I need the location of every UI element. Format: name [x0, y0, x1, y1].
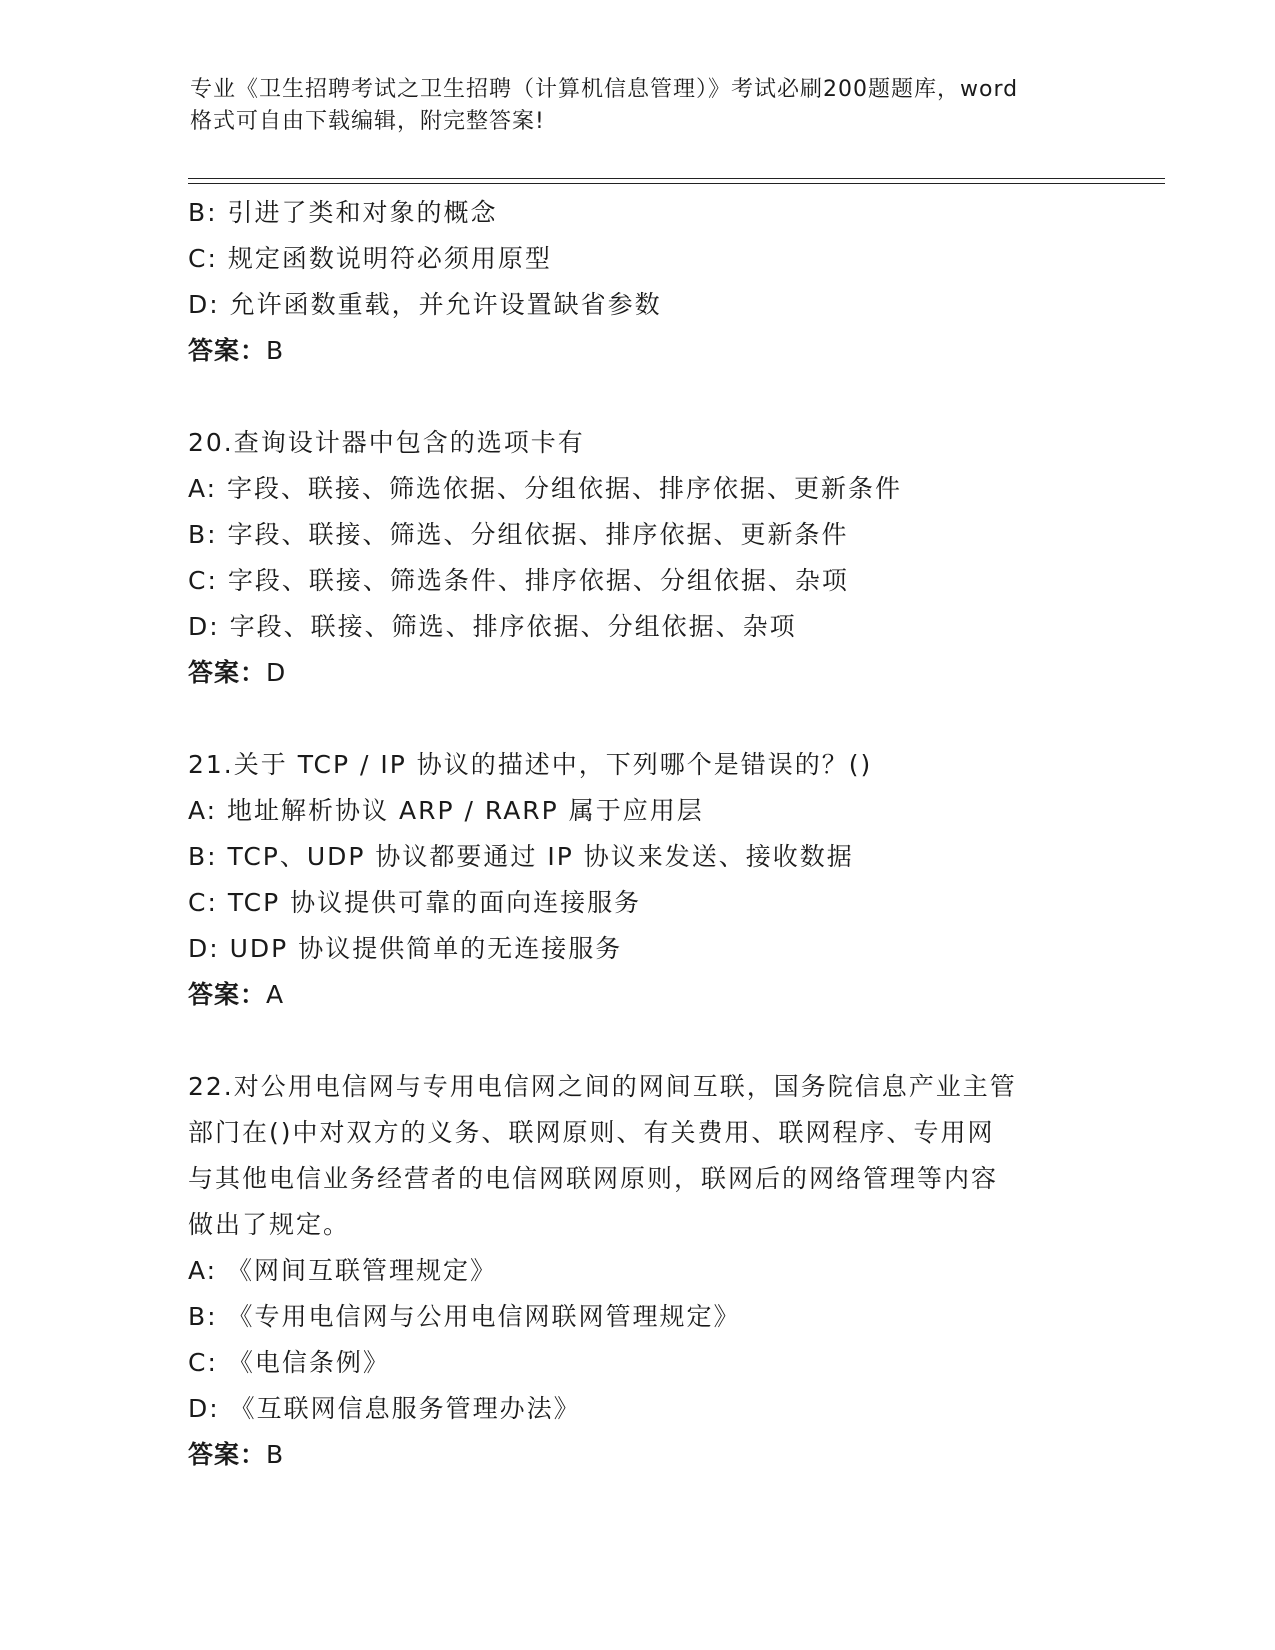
question-19-tail: [188, 190, 1088, 374]
question-list: [188, 190, 1088, 1478]
q22-answer-value: B: [266, 1440, 285, 1469]
q22-option-b: B: 《专用电信网与公用电信网联网管理规定》: [188, 1302, 741, 1331]
q19-answer: [188, 328, 1088, 374]
question-22: [188, 1064, 1088, 1478]
q22-option-c: C: 《电信条例》: [188, 1348, 390, 1377]
q22-stem-line-1: 22.对公用电信网与专用电信网之间的网间互联，国务院信息产业主管: [188, 1072, 1017, 1101]
q22-option-a: A: 《网间互联管理规定》: [188, 1256, 498, 1285]
q19-option-d: D: 允许函数重载，并允许设置缺省参数: [188, 290, 662, 319]
q20-option-a: A: 字段、联接、筛选依据、分组依据、排序依据、更新条件: [188, 474, 903, 503]
q21-answer-label: 答案：: [188, 980, 267, 1009]
q20-stem: 20.查询设计器中包含的选项卡有: [188, 428, 585, 457]
header-divider-bottom: [188, 183, 1165, 184]
q20-answer: [188, 650, 1088, 696]
q21-answer: [188, 972, 1088, 1018]
q21-option-b: B: TCP、UDP 协议都要通过 IP 协议来发送、接收数据: [188, 842, 854, 871]
document-header: [190, 74, 1090, 138]
spacer: [188, 374, 1088, 420]
q20-option-b: B: 字段、联接、筛选、分组依据、排序依据、更新条件: [188, 520, 849, 549]
q21-option-d: D: UDP 协议提供简单的无连接服务: [188, 934, 623, 963]
question-20: [188, 420, 1088, 696]
q22-answer-label: 答案：: [188, 1440, 267, 1469]
q21-stem: 21.关于 TCP / IP 协议的描述中，下列哪个是错误的？(): [188, 750, 873, 779]
q19-answer-label: 答案：: [188, 336, 267, 365]
q20-option-c: C: 字段、联接、筛选条件、排序依据、分组依据、杂项: [188, 566, 849, 595]
question-21: [188, 742, 1088, 1018]
q22-answer: [188, 1432, 1088, 1478]
q19-option-b: B: 引进了类和对象的概念: [188, 198, 498, 227]
q21-answer-value: A: [266, 980, 285, 1009]
q22-stem-line-2: 部门在()中对双方的义务、联网原则、有关费用、联网程序、专用网: [188, 1118, 995, 1147]
header-line-2: 格式可自由下载编辑，附完整答案!: [190, 109, 545, 134]
spacer: [188, 696, 1088, 742]
header-line-1: 专业《卫生招聘考试之卫生招聘（计算机信息管理）》考试必刷200题题库，word: [190, 77, 1019, 102]
q20-answer-label: 答案：: [188, 658, 267, 687]
q20-answer-value: D: [266, 658, 287, 687]
header-divider-top: [188, 178, 1165, 179]
q19-answer-value: B: [266, 336, 285, 365]
q21-option-c: C: TCP 协议提供可靠的面向连接服务: [188, 888, 642, 917]
q21-option-a: A: 地址解析协议 ARP / RARP 属于应用层: [188, 796, 704, 825]
q22-stem-line-3: 与其他电信业务经营者的电信网联网原则，联网后的网络管理等内容: [188, 1164, 999, 1193]
q22-stem-line-4: 做出了规定。: [188, 1210, 351, 1239]
q19-option-c: C: 规定函数说明符必须用原型: [188, 244, 552, 273]
q20-option-d: D: 字段、联接、筛选、排序依据、分组依据、杂项: [188, 612, 797, 641]
q22-option-d: D: 《互联网信息服务管理办法》: [188, 1394, 581, 1423]
spacer: [188, 1018, 1088, 1064]
